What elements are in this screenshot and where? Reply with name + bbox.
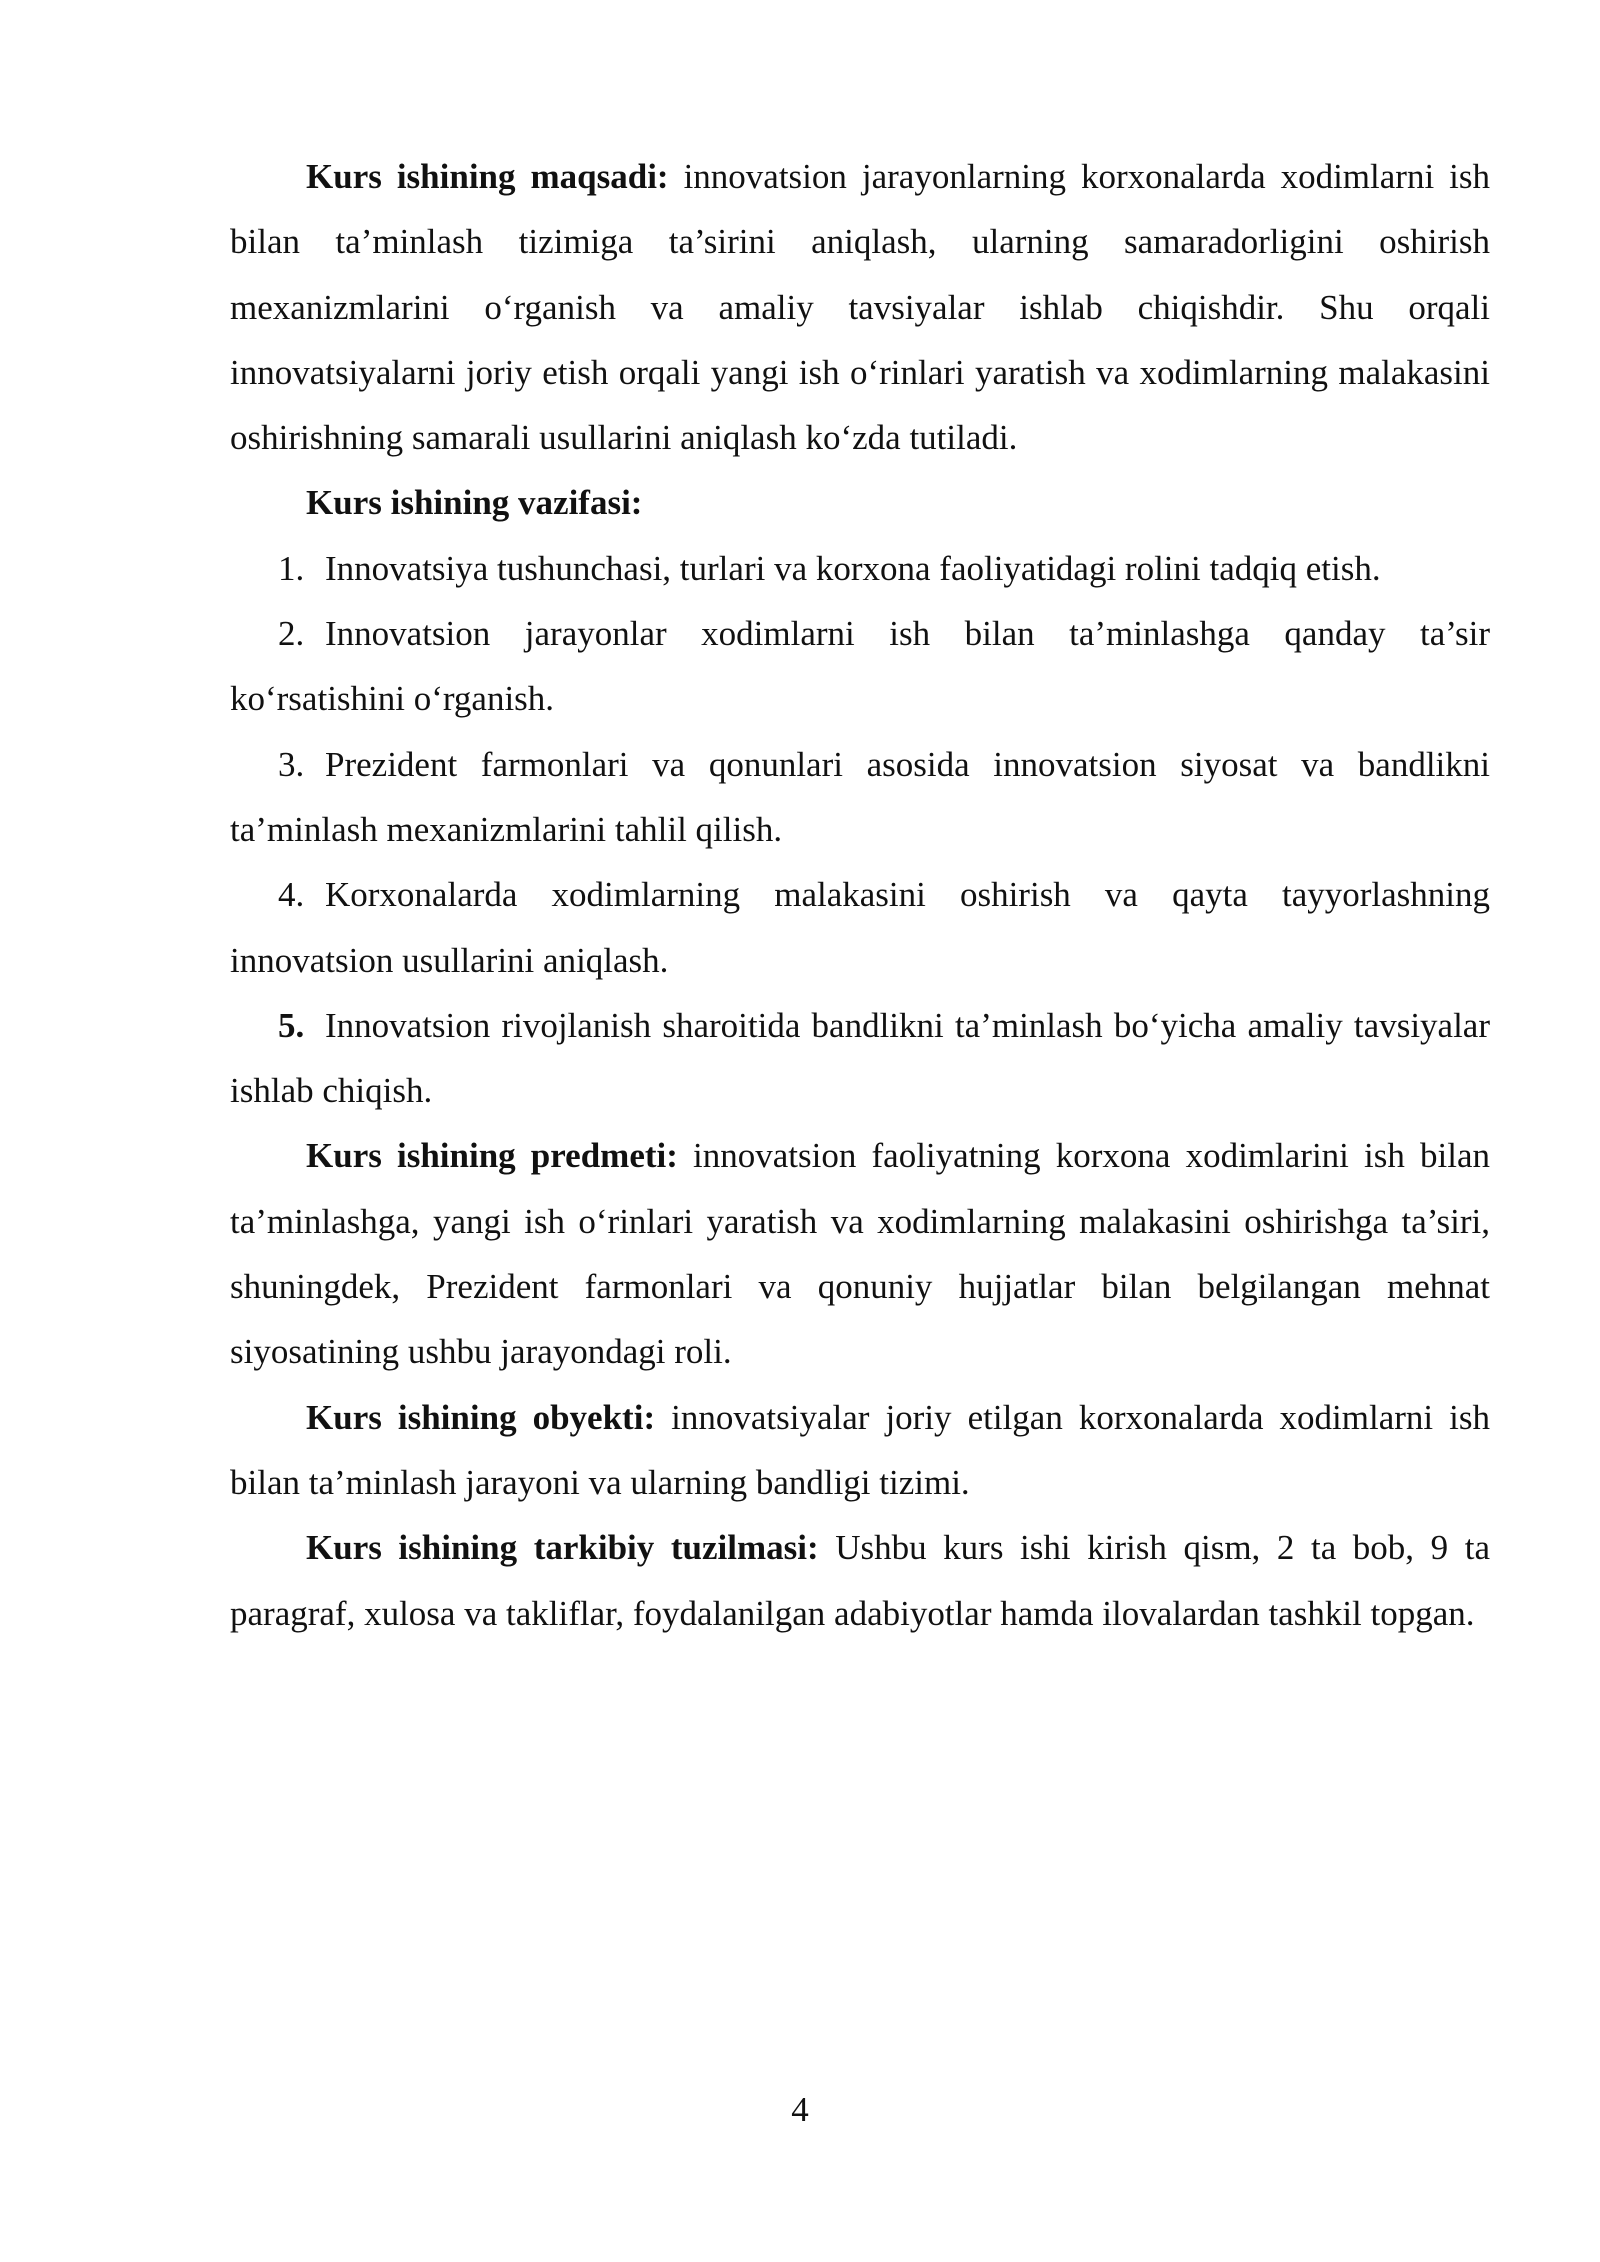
task-text: Korxonalarda xodimlarning malakasini oshirish va qayta tayyorlashning innovatsion usullarini aniqlash. [230,875,1490,980]
task-item-5 [230,993,1490,1124]
task-text: Prezident farmonlari va qonunlari asosida innovatsion siyosat va bandlikni ta’minlash mexanizmlarini tahlil qilish. [230,744,1490,849]
purpose-paragraph [230,144,1490,470]
purpose-text: innovatsion jarayonlarning korxonalarda xodimlarni ish bilan ta’minlash tizimiga ta’sirini aniqlash, ularning samaradorligini oshirish mexanizmlarini o‘rganish va amaliy tavsiyalar ishlab chiqishdir. Shu orqali innovatsiyalarni joriy etish orqali yangi ish o‘rinlari yaratish va xodimlarning malakasini oshirishning samarali usullarini aniqlash ko‘zda tutiladi. [230,157,1490,458]
task-item-4 [230,862,1490,993]
task-text: Innovatsion jarayonlar xodimlarni ish bilan ta’minlashga qanday ta’sir ko‘rsatishini o‘rganish. [230,614,1490,719]
object-label: Kurs ishining obyekti: [306,1397,656,1437]
task-item-3 [230,732,1490,863]
task-number: 2. [278,614,305,654]
task-number: 3. [278,744,305,784]
subject-paragraph [230,1123,1490,1384]
page-body [230,144,1490,1646]
subject-label: Kurs ishining predmeti: [306,1136,678,1176]
structure-text: Ushbu kurs ishi kirish qism, 2 ta bob, 9 ta paragraf, xulosa va takliflar, foydalanilgan adabiyotlar hamda ilovalardan tashkil topgan. [230,1528,1490,1633]
task-number: 5. [278,1005,305,1045]
task-number: 4. [278,875,305,915]
object-paragraph [230,1385,1490,1516]
purpose-label: Kurs ishining maqsadi: [306,157,669,196]
tasks-label: Kurs ishining vazifasi: [306,483,643,523]
task-text: Innovatsiya tushunchasi, turlari va korxona faoliyatidagi rolini tadqiq etish. [325,548,1381,588]
structure-paragraph [230,1515,1490,1646]
task-text: Innovatsion rivojlanish sharoitida bandlikni ta’minlash bo‘yicha amaliy tavsiyalar ishlab chiqish. [230,1005,1490,1111]
object-text: innovatsiyalar joriy etilgan korxonalarda xodimlarni ish bilan ta’minlash jarayoni va ularning bandligi tizimi. [230,1397,1490,1502]
structure-label: Kurs ishining tarkibiy tuzilmasi: [306,1528,819,1568]
task-item-1 [230,536,1490,601]
page-number: 4 [791,2090,809,2129]
task-number: 1. [278,548,305,588]
tasks-heading [230,470,1490,535]
task-item-2 [230,601,1490,732]
subject-text: innovatsion faoliyatning korxona xodimlarini ish bilan ta’minlashga, yangi ish o‘rinlari yaratish va xodimlarning malakasini oshirishga ta’siri, shuningdek, Prezident farmonlari va qonuniy hujjatlar bilan belgilangan mehnat siyosatining ushbu jarayondagi roli. [230,1136,1490,1372]
